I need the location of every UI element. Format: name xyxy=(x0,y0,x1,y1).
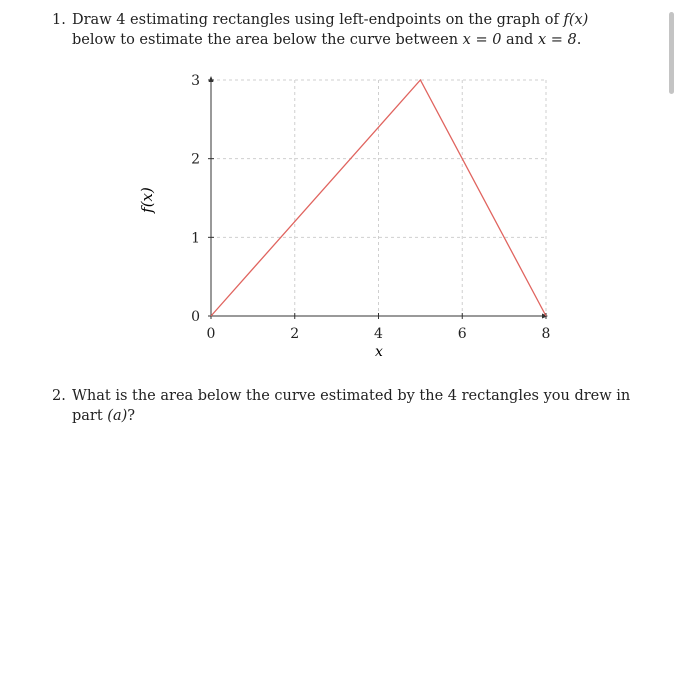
question-1-text-a: Draw 4 estimating rectangles using left-endpoints on the graph of xyxy=(72,12,564,28)
question-1-text-c: and xyxy=(501,32,538,48)
y-tick-label: 3 xyxy=(191,73,200,89)
x-tick-label: 8 xyxy=(541,326,551,342)
question-2-text-a: What is the area below the curve estimated by the 4 rectangles you drew in part xyxy=(72,388,631,424)
part-a-ref: (a) xyxy=(107,408,128,424)
x-tick-label: 2 xyxy=(290,326,300,342)
y-axis-arrow xyxy=(209,76,214,82)
f-of-x-math: f(x) xyxy=(563,12,589,28)
x-tick-label: 6 xyxy=(457,326,467,342)
y-tick-label: 0 xyxy=(191,309,200,325)
question-2-text xyxy=(72,386,632,426)
x-equals-0-math: x = 0 xyxy=(462,32,502,48)
y-tick-label: 1 xyxy=(191,230,200,247)
question-1-text-b: below to estimate the area below the curve between xyxy=(72,32,463,48)
grid-lines xyxy=(211,80,546,316)
x-tick-label: 0 xyxy=(206,326,216,342)
question-1-number: 1. xyxy=(52,12,66,28)
y-tick-label: 2 xyxy=(191,151,200,168)
y-axis-label: f(x) xyxy=(138,187,156,213)
question-1-text-d: . xyxy=(576,32,582,48)
x-tick-label: 4 xyxy=(374,326,383,342)
question-2-text-b: ? xyxy=(127,408,136,424)
x-axis-label: x xyxy=(375,344,383,360)
x-equals-8-math: x = 8 xyxy=(537,32,577,48)
question-2-number: 2. xyxy=(52,388,66,404)
axis-ticks xyxy=(191,73,550,342)
